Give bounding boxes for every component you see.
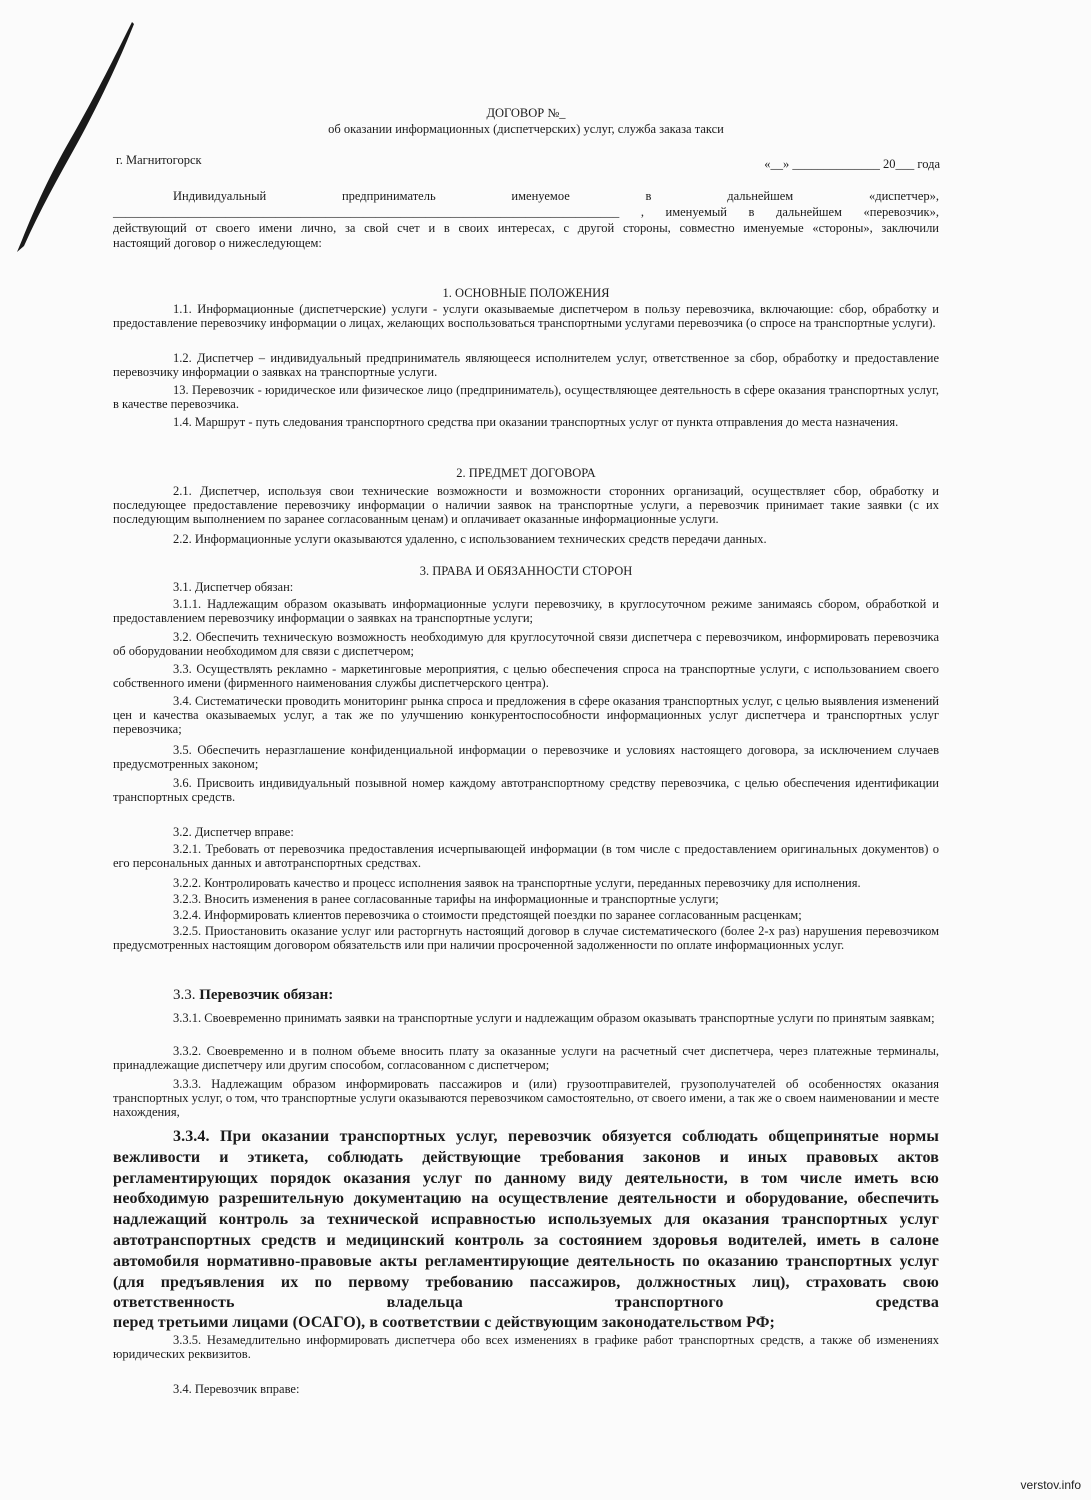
clause-3-1-4: 3.4. Систематически проводить мониторинг рынка спроса и предложения в сфере оказания транспортных услуг, с целью выявления изменений цен и качества оказываемых услуг, а так же по улучшению конкурентоспособности информационных услуг диспетчера и транспортных услуг перевозчика; (113, 694, 939, 737)
contract-title: ДОГОВОР №_ (486, 106, 566, 120)
clause-3-3-3: 3.3.3. Надлежащим образом информировать пассажиров и (или) грузоотправителей, грузополучателей об особенностях оказания транспортных услуг, о том, что транспортные услуги оказываются перевозчиком самостоятельно, от своего имени, а так же о своем наименовании и месте нахождения, (113, 1077, 939, 1120)
clause-3-2-3: 3.2.3. Вносить изменения в ранее согласованные тарифы на информационные и транспортные услуги; (173, 892, 719, 906)
clause-3-3-4: 3.3.4. При оказании транспортных услуг, перевозчик обязуется соблюдать общепринятые нормы вежливости и этикета, соблюдать действующие требования законов и иных правовых актов регламентирующих порядок оказания услуг по данному виду деятельности, в том числе иметь всю необходимую разрешительную документацию на осуществление деятельности и оборудование, обеспечить надлежащий контроль за технической исправностью используемых для оказания транспортных услуг автотранспортных средств и медицинский контроль за состоянием здоровья водителей, иметь в салоне автомобиля нормативно-правовые акты регламентирующие деятельность по оказанию транспортных услуг (для предъявления их по первому требованию пассажиров, должностных лиц), страховать свою ответственность владельца транспортного средства (113, 1128, 939, 1312)
clause-3-3-title: Перевозчик обязан: (199, 987, 334, 1003)
contract-date: «__» ______________ 20___ года (764, 157, 940, 171)
clause-3-4: 3.4. Перевозчик вправе: (173, 1382, 300, 1396)
clause-3-1-1: 3.1.1. Надлежащим образом оказывать информационные услуги перевозчику, в круглосуточном режиме занимаясь сбором, обработкой и предоставлением перевозчику информации о заявках на транспортные услуги; (113, 597, 939, 626)
section-3-heading: 3. ПРАВА И ОБЯЗАННОСТИ СТОРОН (419, 564, 633, 578)
clause-3-1-6: 3.6. Присвоить индивидуальный позывной номер каждому автотранспортному средству перевозчика, с целью обеспечения идентификации транспортных средств. (113, 776, 939, 805)
clause-3-1: 3.1. Диспетчер обязан: (173, 580, 294, 594)
watermark-text: verstov.info (1020, 1478, 1081, 1492)
section-2-heading: 2. ПРЕДМЕТ ДОГОВОРА (456, 466, 596, 480)
clause-3-3-number: 3.3. (173, 987, 196, 1003)
clause-3-3-2: 3.3.2. Своевременно и в полном объеме вносить плату за оказанные услуги на расчетный счет диспетчера, через платежные терминалы, принадлежащие диспетчеру или другим способом, согласованном с диспетчером; (113, 1044, 939, 1073)
contract-subtitle: об оказании информационных (диспетчерских) услуг, служба заказа такси (328, 122, 724, 136)
clause-3-1-3: 3.3. Осуществлять рекламно - маркетинговые мероприятия, с целью обеспечения спроса на транспортные услуги, с использованием своего собственного имени (фирменного наименования службы диспетчерского центра). (113, 662, 939, 691)
clause-3-2: 3.2. Диспетчер вправе: (173, 825, 294, 839)
clause-3-2-2: 3.2.2. Контролировать качество и процесс исполнения заявок на транспортные услуги, переданных перевозчику для исполнения. (173, 876, 861, 890)
clause-2-2: 2.2. Информационные услуги оказываются удаленно, с использованием технических средств передачи данных. (173, 532, 767, 546)
clause-1-4: 1.4. Маршрут - путь следования транспортного средства при оказании транспортных услуг от пункта отправления до места назначения. (173, 415, 899, 429)
intro-line-4: настоящий договор о нижеследующем: (113, 236, 322, 250)
section-1-heading: 1. ОСНОВНЫЕ ПОЛОЖЕНИЯ (442, 286, 610, 300)
clause-3-1-2: 3.2. Обеспечить техническую возможность необходимую для круглосуточной связи диспетчера с перевозчиком, информировать перевозчика об оборудовании необходимом для связи с диспетчером; (113, 630, 939, 659)
clause-3-1-5: 3.5. Обеспечить неразглашение конфиденциальной информации о перевозчике и условиях настоящего договора, за исключением случаев предусмотренных законом; (113, 743, 939, 772)
clause-3-2-4: 3.2.4. Информировать клиентов перевозчика о стоимости предстоящей поездки по заранее согласованным расценкам; (173, 908, 802, 922)
intro-line-3: действующий от своего имени лично, за свой счет и в своих интересах, с другой стороны, совместно именуемые «стороны», заключили (113, 221, 939, 235)
clause-1-2: 1.2. Диспетчер – индивидуальный предприниматель являющееся исполнителем услуг, ответственное за сбор, обработку и предоставление перевозчику информации о заявках на транспортные услуги. (113, 351, 939, 380)
intro-line-2: _________________________________________________________________________________ , именуемый в дальнейшем «перевозчик», (113, 205, 939, 219)
clause-3-3-1: 3.3.1. Своевременно принимать заявки на транспортные услуги и надлежащим образом оказывать транспортные услуги по принятым заявкам; (173, 1011, 935, 1025)
intro-line-1: Индивидуальный предприниматель именуемое в дальнейшем «диспетчер», (173, 189, 939, 203)
clause-3-3-4-last-line: перед третьими лицами (ОСАГО), в соответствии с действующим законодательством РФ; (113, 1314, 775, 1331)
clause-1-3: 13. Перевозчик - юридическое или физическое лицо (предприниматель), осуществляющее деятельность в сфере оказания транспортных услуг, в качестве перевозчика. (113, 383, 939, 412)
clause-1-1: 1.1. Информационные (диспетчерские) услуги - услуги оказываемые диспетчером в пользу перевозчика, включающие: сбор, обработку и предоставление перевозчику информации о лицах, желающих воспользоваться транспортными услугами перевозчика (о спросе на транспортные услуги). (113, 302, 939, 331)
clause-3-3-5: 3.3.5. Незамедлительно информировать диспетчера обо всех изменениях в графике работ транспортных средств, а также об изменениях юридических реквизитов. (113, 1333, 939, 1362)
clause-3-3-heading (113, 988, 939, 1002)
clause-3-2-1: 3.2.1. Требовать от перевозчика предоставления исчерпывающей информации (в том числе с предоставлением оригинальных документов) о его персональных данных и автотранспортных средствах. (113, 842, 939, 871)
clause-3-2-5: 3.2.5. Приостановить оказание услуг или расторгнуть настоящий договор в случае систематического (более 2-х раз) нарушения перевозчиком предусмотренных настоящим договором обязательств или при наличии просроченной задолженности по оплате информационных услуг. (113, 924, 939, 953)
clause-2-1: 2.1. Диспетчер, используя свои технические возможности и возможности сторонних организаций, осуществляет сбор, обработку и последующее предоставление перевозчику информации о наличии заявок на транспортные услуги, а перевозчик принимает такие заявки (с их последующим выполнением по заранее согласованным ценам) и оплачивает оказанные информационные услуги. (113, 484, 939, 527)
city: г. Магнитогорск (116, 153, 202, 167)
